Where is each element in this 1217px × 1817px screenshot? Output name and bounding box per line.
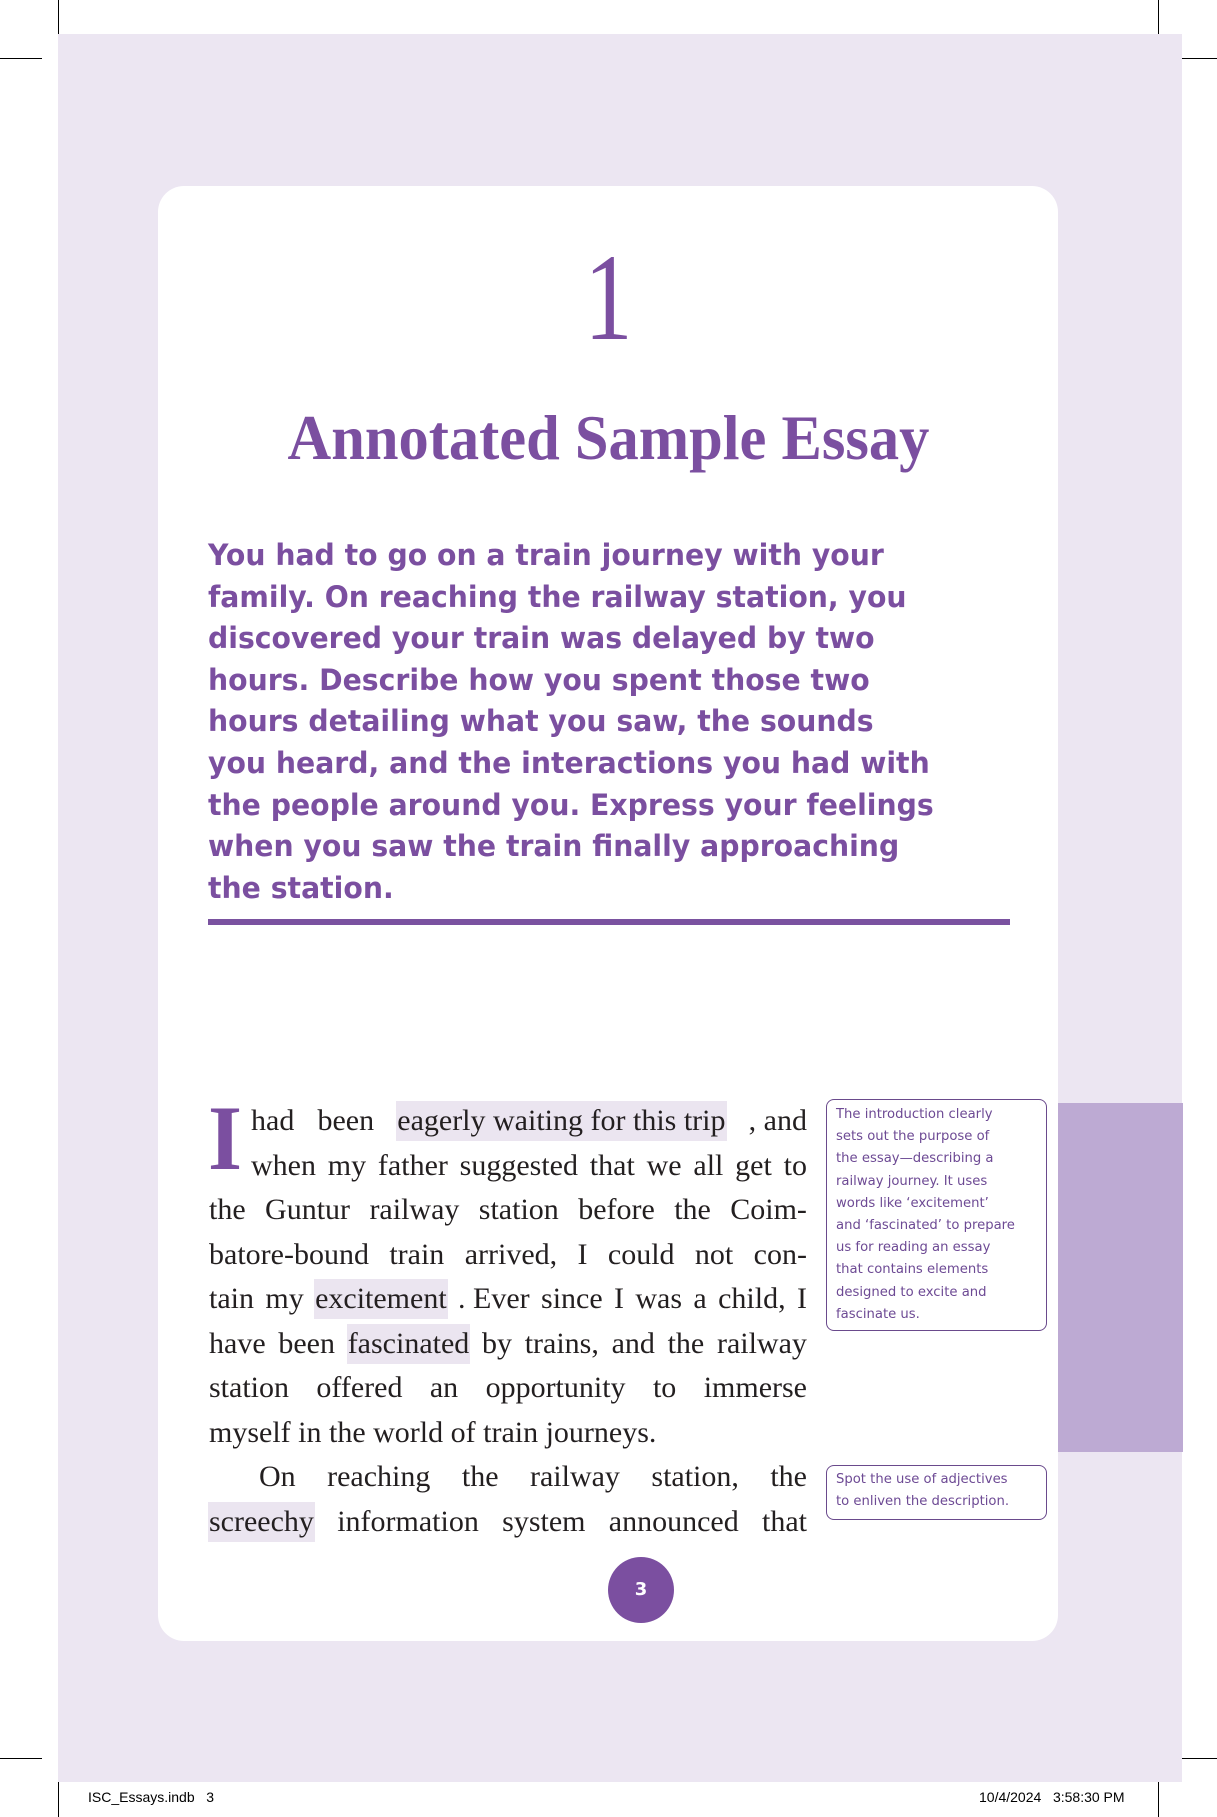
essay-word: station bbox=[478, 1193, 559, 1226]
essay-word: tain bbox=[209, 1282, 254, 1315]
note-line: us for reading an essay bbox=[836, 1240, 991, 1256]
note-line: words like ‘excitement’ bbox=[836, 1195, 989, 1211]
essay-line bbox=[208, 1413, 808, 1453]
essay-word: the bbox=[209, 1193, 246, 1226]
note-line: sets out the purpose of bbox=[836, 1129, 990, 1145]
prompt-line: family. On reaching the railway station, you bbox=[208, 579, 907, 614]
essay-word: have bbox=[209, 1326, 266, 1360]
drop-cap: I bbox=[208, 1087, 243, 1189]
essay-word: the bbox=[461, 1460, 499, 1493]
highlighted-phrase: eagerly waiting for this trip bbox=[396, 1101, 726, 1141]
essay-line bbox=[208, 1279, 808, 1319]
essay-word: the bbox=[667, 1326, 705, 1360]
essay-line bbox=[208, 1190, 808, 1230]
essay-word: railway bbox=[369, 1193, 460, 1226]
highlighted-phrase: excitement bbox=[314, 1279, 448, 1319]
essay-word: . Ever bbox=[458, 1282, 530, 1315]
prompt-line: the people around you. Express your feelings bbox=[208, 787, 934, 822]
prompt-line: discovered your train was delayed by two bbox=[208, 621, 875, 656]
essay-word: offered bbox=[316, 1371, 403, 1404]
essay-word: father bbox=[377, 1148, 448, 1182]
essay-word: could bbox=[607, 1237, 675, 1271]
essay-line bbox=[208, 1235, 808, 1275]
essay-word: On bbox=[259, 1460, 296, 1493]
essay-word: before bbox=[578, 1193, 655, 1226]
chapter-side-tab bbox=[1057, 1103, 1183, 1452]
essay-line bbox=[258, 1457, 808, 1497]
prompt-line: You had to go on a train journey with your bbox=[208, 538, 884, 572]
essay-word: an bbox=[429, 1371, 459, 1404]
essay-word: reaching bbox=[327, 1460, 431, 1493]
prompt-line: you heard, and the interactions you had with bbox=[208, 745, 930, 780]
essay-word: child, bbox=[718, 1282, 786, 1315]
highlighted-phrase: screechy bbox=[208, 1502, 315, 1542]
essay-word: since bbox=[541, 1282, 603, 1315]
essay-word: myself in the world of train journeys. bbox=[209, 1415, 657, 1449]
page-number-badge: 3 bbox=[608, 1557, 674, 1623]
essay-word: was bbox=[635, 1282, 683, 1315]
note-line: Spot the use of adjectives bbox=[836, 1472, 1008, 1487]
annotation-note bbox=[826, 1099, 1047, 1331]
essay-word: when bbox=[251, 1148, 316, 1182]
essay-word: arrived, bbox=[464, 1237, 558, 1271]
highlighted-phrase: fascinated bbox=[347, 1324, 471, 1364]
note-line: the essay—describing a bbox=[836, 1151, 994, 1167]
essay-line bbox=[208, 1502, 808, 1542]
note-line: The introduction clearly bbox=[836, 1107, 993, 1122]
note-line: to enliven the description. bbox=[836, 1494, 1010, 1510]
prompt-line: when you saw the train finally approaching bbox=[208, 829, 900, 864]
essay-word: that bbox=[762, 1504, 807, 1538]
essay-word: been bbox=[278, 1326, 335, 1360]
prompt-divider bbox=[208, 919, 1010, 925]
essay-word: information bbox=[337, 1504, 479, 1538]
essay-word: immerse bbox=[703, 1371, 807, 1404]
note-line: designed to excite and bbox=[836, 1284, 987, 1300]
essay-word: been bbox=[317, 1104, 375, 1137]
note-line: railway journey. It uses bbox=[836, 1173, 988, 1189]
chapter-number: 1 bbox=[584, 229, 633, 366]
essay-word: the bbox=[674, 1193, 711, 1226]
essay-word: I bbox=[577, 1237, 588, 1271]
essay-word: to bbox=[783, 1148, 807, 1182]
note-line: fascinate us. bbox=[836, 1306, 920, 1322]
essay-word: a bbox=[693, 1282, 707, 1315]
essay-word: get bbox=[735, 1148, 772, 1182]
essay-word: all bbox=[693, 1148, 724, 1182]
prompt-line: hours. Describe how you spent those two bbox=[208, 662, 870, 697]
essay-word: opportunity bbox=[485, 1371, 626, 1404]
essay-word: the bbox=[770, 1460, 807, 1493]
essay-prompt bbox=[208, 535, 1028, 909]
essay-line bbox=[250, 1101, 808, 1141]
essay-word: railway bbox=[716, 1326, 807, 1360]
slug-file: ISC_Essays.indb 3 bbox=[88, 1789, 215, 1805]
essay-word: not bbox=[694, 1237, 734, 1271]
essay-word: announced bbox=[608, 1504, 739, 1538]
essay-word: had bbox=[251, 1104, 295, 1137]
essay-word: Guntur bbox=[265, 1193, 351, 1226]
essay-line bbox=[208, 1368, 808, 1408]
note-line: that contains elements bbox=[836, 1262, 989, 1278]
annotation-note bbox=[826, 1465, 1047, 1520]
essay-word: station, bbox=[651, 1460, 739, 1493]
essay-word: by bbox=[482, 1326, 512, 1360]
essay-line bbox=[208, 1324, 808, 1364]
prompt-line: the station. bbox=[208, 870, 394, 905]
essay-word: , and bbox=[748, 1104, 807, 1137]
essay-word: Coim- bbox=[730, 1193, 807, 1226]
slug-timestamp: 10/4/2024 3:58:30 PM bbox=[979, 1789, 1125, 1805]
essay-word: I bbox=[614, 1282, 625, 1315]
note-line: and ‘fascinated’ to prepare bbox=[836, 1218, 1015, 1234]
essay-word: batore-bound bbox=[209, 1237, 369, 1271]
essay-word: system bbox=[502, 1504, 586, 1538]
prompt-line: hours detailing what you saw, the sounds bbox=[208, 704, 874, 739]
chapter-title: Annotated Sample Essay bbox=[287, 403, 930, 473]
essay-word: train bbox=[389, 1237, 445, 1271]
essay-word: trains, bbox=[524, 1326, 599, 1360]
essay-word: that bbox=[589, 1148, 635, 1182]
essay-word: con- bbox=[753, 1237, 807, 1271]
crop-mark bbox=[0, 1758, 42, 1759]
essay-word: suggested bbox=[459, 1148, 578, 1182]
essay-word: and bbox=[611, 1326, 655, 1360]
essay-word: railway bbox=[529, 1460, 620, 1493]
essay-word: we bbox=[646, 1148, 682, 1182]
crop-mark bbox=[0, 58, 42, 59]
essay-word: my bbox=[265, 1282, 304, 1315]
essay-word: my bbox=[327, 1148, 367, 1182]
essay-word: station bbox=[209, 1371, 289, 1404]
essay-line bbox=[250, 1146, 808, 1186]
essay-word: I bbox=[796, 1282, 807, 1315]
essay-word: to bbox=[652, 1371, 677, 1404]
